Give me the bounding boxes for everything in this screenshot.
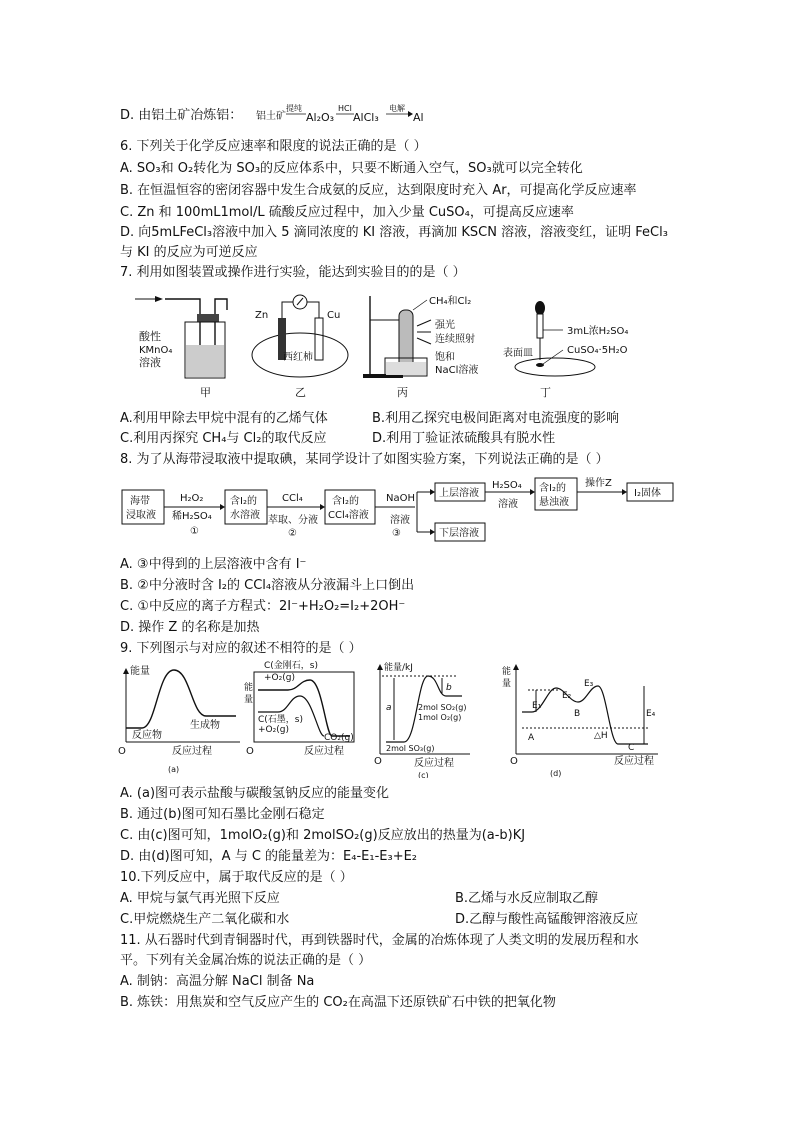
- svg-text:Cu: Cu: [327, 310, 341, 321]
- q6-option-d-line2: 与 KI 的反应为可逆反应: [120, 245, 258, 260]
- svg-text:下层溶液: 下层溶液: [439, 528, 479, 539]
- svg-text:Zn: Zn: [255, 310, 269, 321]
- q6-option-a: A. SO₃和 O₂转化为 SO₃的反应体系中，只要不断通入空气，SO₃就可以完全转化: [120, 161, 583, 176]
- svg-text:(d): (d): [550, 769, 562, 778]
- q10-stem: 10.下列反应中，属于取代反应的是（ ）: [120, 870, 353, 885]
- chain-step2: HCl: [338, 104, 352, 113]
- svg-text:能: 能: [502, 667, 512, 677]
- svg-text:2mol SO₂(g): 2mol SO₂(g): [418, 703, 467, 712]
- q10-option-a: A. 甲烷与氯气再光照下反应: [120, 891, 280, 906]
- apparatus-bing: [363, 295, 478, 399]
- svg-text:反应过程: 反应过程: [172, 746, 212, 757]
- svg-text:能量/kJ: 能量/kJ: [384, 663, 413, 673]
- apparatus-yi: [252, 295, 348, 399]
- q8-stem: 8. 为了从海带浸取液中提取碘，某同学设计了如图实验方案，下列说法正确的是（ ）: [120, 452, 609, 467]
- svg-text:C(金刚石，s): C(金刚石，s): [264, 661, 318, 671]
- diagram-d: [502, 664, 658, 778]
- q9-option-d: D. 由(d)图可知，A 与 C 的能量差为：E₄-E₁-E₃+E₂: [120, 849, 418, 864]
- q11-stem-line1: 11. 从石器时代到青铜器时代，再到铁器时代，金属的冶炼体现了人类文明的发展历程和水: [120, 933, 639, 948]
- svg-text:反应过程: 反应过程: [304, 746, 344, 757]
- chain-alcl3: AlCl₃: [353, 111, 379, 124]
- svg-text:H₂O₂: H₂O₂: [180, 493, 204, 504]
- svg-text:西红柿: 西红柿: [283, 352, 313, 363]
- svg-text:CCl₄: CCl₄: [282, 493, 303, 504]
- svg-text:量: 量: [244, 695, 254, 705]
- q7-option-a: A.利用甲除去甲烷中混有的乙烯气体: [120, 411, 328, 426]
- svg-text:A: A: [528, 733, 535, 743]
- svg-text:溶液: 溶液: [390, 515, 410, 526]
- svg-text:③: ③: [392, 528, 401, 539]
- svg-text:O: O: [374, 756, 382, 767]
- q9-option-b: B. 通过(b)图可知石墨比金刚石稳定: [120, 807, 325, 822]
- svg-text:3mL浓H₂SO₄: 3mL浓H₂SO₄: [567, 326, 629, 337]
- svg-text:CuSO₄·5H₂O: CuSO₄·5H₂O: [567, 345, 628, 356]
- svg-text:②: ②: [288, 528, 297, 539]
- svg-text:△H: △H: [594, 731, 608, 741]
- svg-text:2mol SO₃(g): 2mol SO₃(g): [386, 744, 435, 753]
- diagram-b: [244, 660, 354, 757]
- svg-text:O: O: [246, 746, 254, 757]
- q8-option-a: A. ③中得到的上层溶液中含有 I⁻: [120, 557, 307, 572]
- svg-text:O: O: [510, 756, 518, 767]
- chain-bauxite: 铝土矿: [256, 111, 286, 122]
- q11-stem-line2: 平。下列有关金属冶炼的说法正确的是（ ）: [120, 953, 372, 968]
- svg-text:能: 能: [244, 683, 254, 693]
- svg-text:溶液: 溶液: [139, 356, 161, 369]
- q7-option-c: C.利用丙探究 CH₄与 Cl₂的取代反应: [120, 431, 327, 446]
- apparatus-ding: [503, 301, 628, 399]
- svg-text:强光: 强光: [435, 320, 455, 331]
- svg-text:KMnO₄: KMnO₄: [139, 345, 173, 356]
- svg-text:含I₂的: 含I₂的: [539, 483, 566, 494]
- svg-text:含I₂的: 含I₂的: [332, 496, 359, 507]
- svg-text:C: C: [628, 743, 635, 753]
- q7-option-b: B.利用乙探究电极间距离对电流强度的影响: [372, 411, 620, 426]
- svg-text:上层溶液: 上层溶液: [439, 488, 479, 499]
- svg-text:CH₄和Cl₂: CH₄和Cl₂: [429, 296, 472, 307]
- q9-energy-diagrams: [118, 660, 678, 778]
- q7-option-d: D.利用丁验证浓硫酸具有脱水性: [372, 431, 556, 446]
- diagram-c: [374, 661, 470, 778]
- svg-text:海带: 海带: [130, 496, 150, 507]
- svg-text:量: 量: [502, 679, 512, 689]
- caption-bing: 丙: [397, 386, 408, 399]
- svg-text:H₂SO₄: H₂SO₄: [492, 480, 522, 491]
- q10-option-b: B.乙烯与水反应制取乙醇: [455, 891, 599, 906]
- svg-text:(a): (a): [168, 765, 180, 774]
- q6-stem: 6. 下列关于化学反应速率和限度的说法正确的是（ ）: [120, 139, 427, 154]
- svg-text:CCl₄溶液: CCl₄溶液: [328, 510, 369, 521]
- svg-text:悬浊液: 悬浊液: [539, 497, 569, 508]
- q6-option-c: C. Zn 和 100mL1mol/L 硫酸反应过程中，加入少量 CuSO₄，可提高反应速率: [120, 205, 574, 220]
- diagram-a: [118, 664, 240, 774]
- svg-text:E₂: E₂: [562, 691, 572, 701]
- chain-step1: 提纯: [286, 104, 302, 113]
- q6-option-d-line1: D. 向5mLFeCl₃溶液中加入 5 滴同浓度的 KI 溶液，再滴加 KSCN 溶液，溶液变红，证明 FeCl₃: [120, 225, 668, 240]
- svg-text:E₄: E₄: [646, 709, 656, 719]
- svg-text:+O₂(g): +O₂(g): [264, 673, 295, 683]
- svg-text:能量: 能量: [130, 666, 150, 677]
- svg-text:O: O: [118, 746, 126, 757]
- q6-option-b: B. 在恒温恒容的密闭容器中发生合成氨的反应，达到限度时充入 Ar，可提高化学反应速率: [120, 183, 637, 198]
- svg-text:反应过程: 反应过程: [414, 758, 454, 769]
- apparatus-jia: [135, 296, 227, 399]
- aluminum-process-chain: [256, 104, 426, 128]
- svg-text:a: a: [386, 703, 392, 713]
- svg-text:NaOH: NaOH: [386, 493, 415, 504]
- q11-option-b: B. 炼铁：用焦炭和空气反应产生的 CO₂在高温下还原铁矿石中铁的把氧化物: [120, 995, 556, 1010]
- svg-text:饱和: 饱和: [435, 352, 455, 363]
- q9-option-a: A. (a)图可表示盐酸与碳酸氢钠反应的能量变化: [120, 786, 390, 801]
- svg-text:浸取液: 浸取液: [126, 510, 156, 521]
- q8-flow-chart: [120, 474, 680, 546]
- svg-text:(c): (c): [418, 771, 429, 778]
- svg-text:C(石墨，s): C(石墨，s): [258, 715, 303, 725]
- svg-text:B: B: [574, 709, 581, 719]
- svg-text:稀H₂SO₄: 稀H₂SO₄: [172, 511, 212, 522]
- svg-text:CO₂(g): CO₂(g): [324, 733, 354, 743]
- caption-ding: 丁: [540, 386, 551, 399]
- q10-option-d: D.乙醇与酸性高锰酸钾溶液反应: [455, 912, 639, 927]
- chain-al2o3: Al₂O₃: [306, 111, 335, 124]
- svg-text:水溶液: 水溶液: [230, 510, 260, 521]
- q8-option-b: B. ②中分液时含 I₂的 CCl₄溶液从分液漏斗上口倒出: [120, 578, 415, 593]
- svg-text:操作Z: 操作Z: [585, 478, 612, 489]
- svg-text:I₂固体: I₂固体: [634, 488, 661, 499]
- svg-text:E₃: E₃: [584, 679, 594, 689]
- svg-text:连续照射: 连续照射: [435, 334, 475, 345]
- chain-step3: 电解: [389, 104, 405, 113]
- q8-option-d: D. 操作 Z 的名称是加热: [120, 620, 260, 635]
- svg-text:反应物: 反应物: [132, 730, 162, 741]
- svg-text:①: ①: [190, 526, 199, 537]
- svg-text:生成物: 生成物: [190, 720, 220, 731]
- chain-al: Al: [413, 111, 424, 124]
- svg-text:b: b: [446, 683, 452, 693]
- svg-text:反应过程: 反应过程: [614, 756, 654, 767]
- q7-apparatus-figure: [135, 290, 680, 402]
- q9-stem: 9. 下列图示与对应的叙述不相符的是（ ）: [120, 641, 362, 656]
- svg-text:NaCl溶液: NaCl溶液: [435, 365, 479, 376]
- option-d-aluminum: D. 由铝土矿冶炼铝：: [120, 108, 243, 123]
- q9-option-c: C. 由(c)图可知，1molO₂(g)和 2molSO₂(g)反应放出的热量为(a-b)KJ: [120, 828, 526, 843]
- svg-text:含I₂的: 含I₂的: [230, 496, 257, 507]
- caption-yi: 乙: [295, 386, 306, 399]
- q10-option-c: C.甲烷燃烧生产二氧化碳和水: [120, 912, 290, 927]
- q8-option-c: C. ①中反应的离子方程式：2I⁻+H₂O₂=I₂+2OH⁻: [120, 599, 406, 614]
- svg-text:+O₂(g): +O₂(g): [258, 725, 289, 735]
- svg-text:酸性: 酸性: [139, 330, 161, 343]
- svg-text:表面皿: 表面皿: [503, 348, 533, 359]
- q11-option-a: A. 制钠：高温分解 NaCl 制备 Na: [120, 974, 315, 989]
- svg-text:萃取、分液: 萃取、分液: [268, 515, 318, 526]
- svg-text:溶液: 溶液: [498, 499, 518, 510]
- svg-text:1mol O₂(g): 1mol O₂(g): [418, 713, 462, 722]
- svg-text:E₁: E₁: [532, 701, 542, 711]
- caption-jia: 甲: [200, 386, 211, 399]
- q7-stem: 7. 利用如图装置或操作进行实验，能达到实验目的的是（ ）: [120, 265, 466, 280]
